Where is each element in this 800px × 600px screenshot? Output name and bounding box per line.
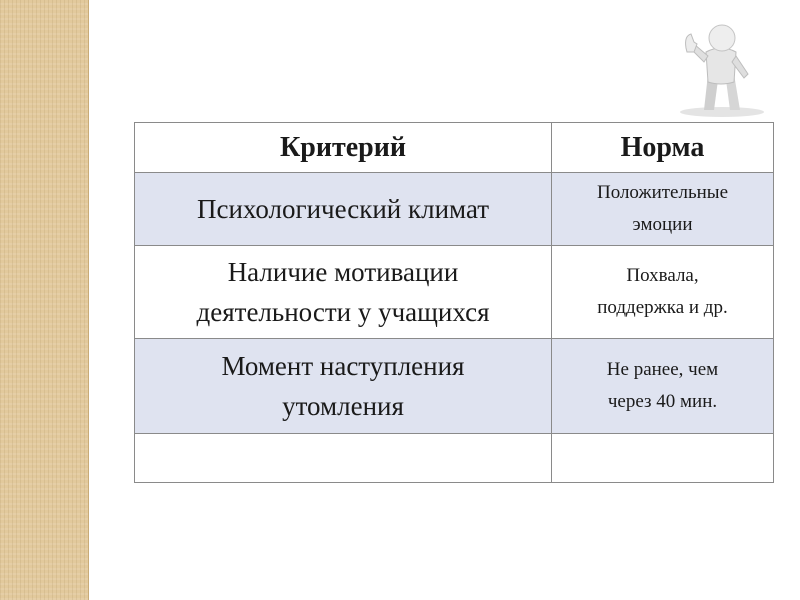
criterion-cell	[135, 434, 552, 483]
header-criterion: Критерий	[135, 123, 552, 173]
table-row	[135, 434, 774, 483]
decorative-side-band	[0, 0, 89, 600]
table-row	[135, 246, 774, 339]
norm-cell: Похвала, поддержка и др.	[552, 246, 774, 339]
thumbs-up-person-icon	[664, 22, 782, 118]
norm-cell: Не ранее, чем через 40 мин.	[552, 339, 774, 434]
norm-cell: Положительные эмоции	[552, 173, 774, 246]
criterion-cell: Наличие мотивации деятельности у учащихся	[135, 246, 552, 339]
table-row	[135, 339, 774, 434]
criterion-cell: Психологический климат	[135, 173, 552, 246]
norm-cell	[552, 434, 774, 483]
table-header-row	[135, 123, 774, 173]
header-norm: Норма	[552, 123, 774, 173]
criteria-table	[134, 122, 774, 483]
table-row	[135, 173, 774, 246]
criterion-cell: Момент наступления утомления	[135, 339, 552, 434]
